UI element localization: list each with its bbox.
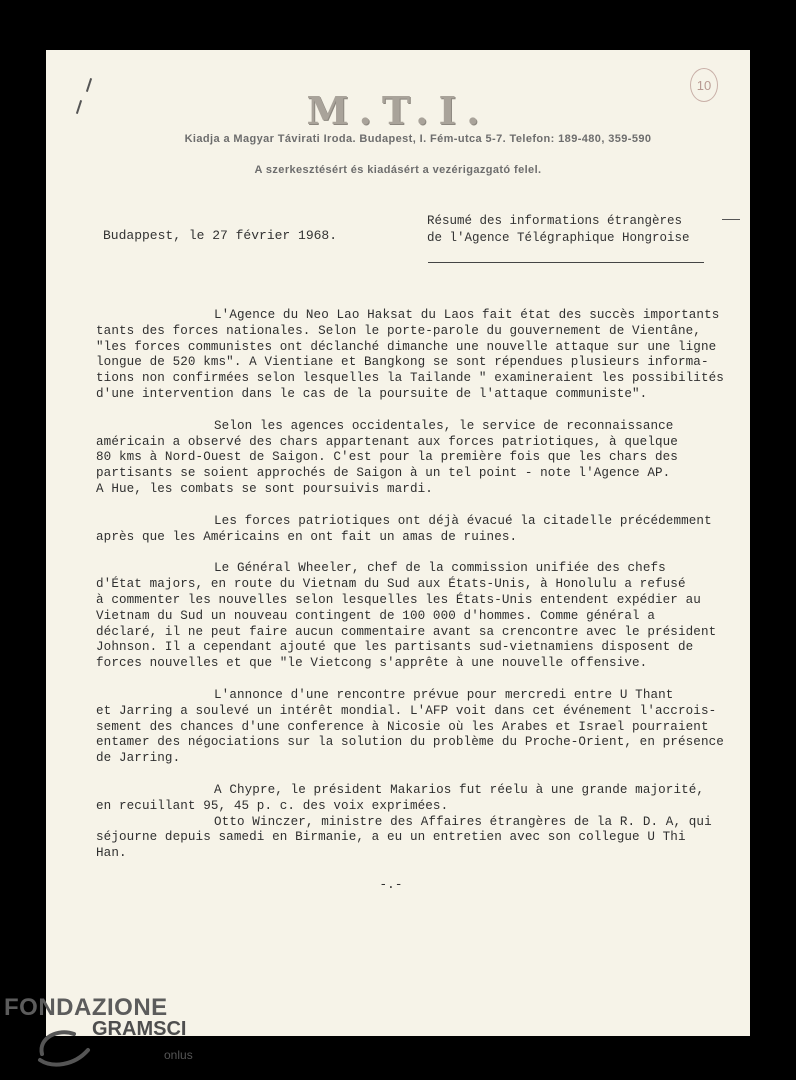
paragraph-line: de Jarring. [96,751,181,766]
paragraph [96,561,726,672]
summary-title-line1: Résumé des informations étrangères [427,214,683,228]
page-number: 10 [696,77,712,93]
watermark-line3: onlus [164,1048,193,1062]
paragraph-list [96,308,726,862]
paragraph-line: forces nouvelles et que "le Vietcong s'apprête à une nouvelle offensive. [96,656,648,671]
paragraph [96,308,726,403]
watermark-line1: FONDAZIONE [4,994,168,1021]
paragraph-line: en recuillant 95, 45 p. c. des voix exprimées. [96,798,449,813]
paragraph-line: L'Agence du Neo Lao Haksat du Laos fait état des succès importants [214,308,720,322]
letterhead-publisher: Kiadja a Magyar Távirati Iroda. Budapest, I. Fém-utca 5-7. Telefon: 189-480, 359-590 [184,133,652,145]
paragraph-line: entamer des négociations sur la solution du problème du Proche-Orient, en présence [96,735,724,750]
paragraph-line: Les forces patriotiques ont déjà évacué la citadelle précédemment [214,513,712,528]
paragraph-line: longue de 520 kms". A Vientiane et Bangkong se sont répendues plusieurs informa- [96,355,709,370]
body-text [96,308,726,894]
title-underline [428,262,704,263]
paragraph-line: Otto Winczer, ministre des Affaires étrangères de la R. D. A, qui [214,814,712,829]
paragraph-line: tions non confirmées selon lesquelles la Tailande " examineraient les possibilités [96,371,724,386]
paragraph-line: Le Général Wheeler, chef de la commission unifiée des chefs [214,561,666,576]
paragraph-line: Johnson. Il a cependant ajouté que les partisants sud-vietnamiens disposent de [96,640,694,655]
paragraph-line: A Chypre, le président Makarios fut réelu à une grande majorité, [214,782,705,797]
paragraph-line: Han. [96,846,127,861]
end-mark: -.- [379,877,403,892]
paragraph-line: 80 kms à Nord-Ouest de Saigon. C'est pour la première fois que les chars des [96,450,678,465]
paragraph-line: séjourne depuis samedi en Birmanie, a eu un entretien avec son collegue U Thi [96,830,686,845]
paragraph-line: déclaré, il ne peut faire aucun commentaire avant sa crencontre avec le président [96,624,717,639]
watermark-line2: GRAMSCI [92,1018,187,1040]
paragraph [96,514,726,546]
paragraph-line: américain a observé des chars appartenant aux forces patriotiques, à quelque [96,434,678,449]
letterhead-responsibility: A szerkesztésért és kiadásért a vezérigazgató felel. [254,164,542,176]
paragraph-line: A Hue, les combats se sont poursuivis mardi. [96,481,433,496]
paragraph [96,815,726,862]
paragraph-line: sement des chances d'une conference à Nicosie où les Arabes et Israel pourraient [96,719,709,734]
dateline: Budappest, le 27 février 1968. [103,228,338,243]
summary-title-line2: de l'Agence Télégraphique Hongroise [427,231,690,245]
paragraph-line: à commenter les nouvelles selon lesquelles les États-Unis entendent expédier au [96,592,701,607]
summary-title [427,213,690,247]
paragraph-line: Selon les agences occidentales, le service de reconnaissance [214,418,674,433]
paragraph-line: d'une intervention dans le cas de la poursuite de l'attaque communiste". [96,386,648,401]
paragraph [96,783,726,815]
fondazione-gramsci-watermark [4,990,204,1080]
paragraph-line: tants des forces nationales. Selon le porte-parole du gouvernement de Vientâne, [96,323,701,338]
paragraph [96,419,726,498]
paragraph-line: après que les Américains en ont fait un amas de ruines. [96,529,518,544]
paragraph-line: L'annonce d'une rencontre prévue pour mercredi entre U Thant [214,687,674,702]
paragraph-line: d'État majors, en route du Vietnam du Sud aux États-Unis, à Honolulu a refusé [96,577,686,592]
swoosh-icon [34,1024,94,1070]
mti-logo: M.T.I. [306,88,490,133]
pencil-dash [722,219,740,220]
paragraph-line: et Jarring a soulevé un intérêt mondial. L'AFP voit dans cet événement l'accrois- [96,703,717,718]
paragraph-line: "les forces communistes ont déclanché dimanche une nouvelle attaque sur une ligne [96,339,717,354]
paragraph-line: Vietnam du Sud un nouveau contingent de 100 000 d'hommes. Comme général a [96,608,655,623]
paragraph-line: partisants se soient approchés de Saigon à un tel point - note l'Agence AP. [96,466,671,481]
paragraph [96,688,726,767]
